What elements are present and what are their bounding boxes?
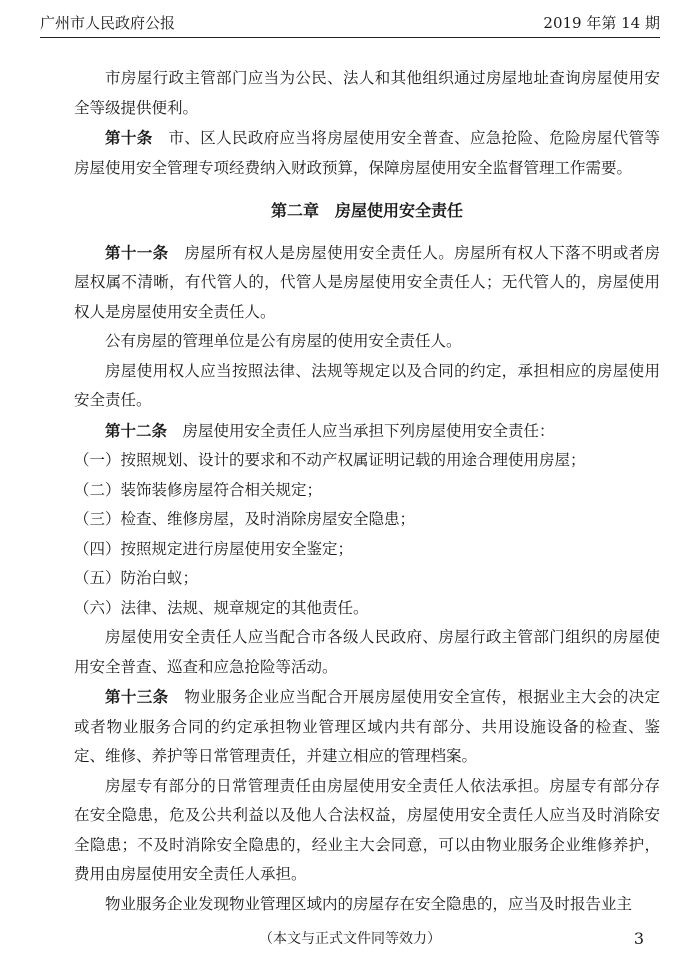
article-paragraph (74, 238, 660, 328)
article-text: 房屋所有权人是房屋使用安全责任人。房屋所有权人下落不明或者房屋权属不清晰，有代管人的，代管人是房屋使用安全责任人；无代管人的，房屋使用权人是房屋使用安全责任人。 (74, 243, 660, 321)
list-item: （三）检查、维修房屋，及时消除房屋安全隐患； (74, 510, 416, 528)
paragraph: 物业服务企业发现物业管理区域内的房屋存在安全隐患的，应当及时报告业主 (105, 894, 633, 913)
list-item: （二）装饰装修房屋符合相关规定； (74, 480, 323, 499)
article-paragraph (74, 416, 660, 447)
list-item: （四）按照规定进行房屋使用安全鉴定； (74, 539, 354, 558)
paragraph: 房屋使用安全责任人应当配合市各级人民政府、房屋行政主管部门组织的房屋使用安全普查、巡查和应急抢险等活动。 (74, 628, 660, 676)
article-number: 第十一条 (105, 242, 169, 262)
article-paragraph (74, 123, 660, 183)
article-text: 房屋使用安全责任人应当承担下列房屋使用安全责任： (182, 421, 555, 440)
page-header (40, 12, 660, 38)
paragraph: 公有房屋的管理单位是公有房屋的使用安全责任人。 (105, 332, 462, 350)
validity-note: （本文与正式文件同等效力） (259, 931, 441, 947)
article-number: 第十二条 (105, 420, 168, 440)
page-footer (40, 928, 660, 948)
list-item: （六）法律、法规、规章规定的其他责任。 (74, 598, 369, 617)
issue-number: 2019 年第 14 期 (543, 14, 660, 32)
list-item: （一）按照规划、设计的要求和不动产权属证明记载的用途合理使用房屋； (74, 451, 586, 469)
paragraph: 市房屋行政主管部门应当为公民、法人和其他组织通过房屋地址查询房屋使用安全等级提供便利。 (74, 69, 660, 117)
document-body (74, 64, 660, 919)
chapter-heading: 第二章 房屋使用安全责任 (270, 201, 463, 220)
article-paragraph (74, 682, 660, 772)
paragraph: 房屋专有部分的日常管理责任由房屋使用安全责任人依法承担。房屋专有部分存在安全隐患，危及公共利益以及他人合法权益，房屋使用安全责任人应当及时消除安全隐患；不及时消除安全隐患的，经业主大会同意，可以由物业服务企业维修养护，费用由房屋使用安全责任人承担。 (74, 776, 660, 883)
publication-title: 广州市人民政府公报 (40, 14, 176, 32)
list-item: （五）防治白蚁； (74, 569, 199, 587)
article-number: 第十条 (105, 128, 153, 147)
paragraph: 房屋使用权人应当按照法律、法规等规定以及合同的约定，承担相应的房屋使用安全责任。 (74, 361, 660, 409)
article-text: 市、区人民政府应当将房屋使用安全普查、应急抢险、危险房屋代管等房屋使用安全管理专项经费纳入财政预算，保障房屋使用安全监督管理工作需要。 (74, 129, 660, 177)
page-number: 3 (633, 928, 644, 948)
article-number: 第十三条 (105, 687, 169, 706)
article-text: 物业服务企业应当配合开展房屋使用安全宣传，根据业主大会的决定或者物业服务合同的约定承担物业管理区域内共有部分、共用设施设备的检查、鉴定、维修、养护等日常管理责任，并建立相应的管理档案。 (74, 688, 660, 765)
